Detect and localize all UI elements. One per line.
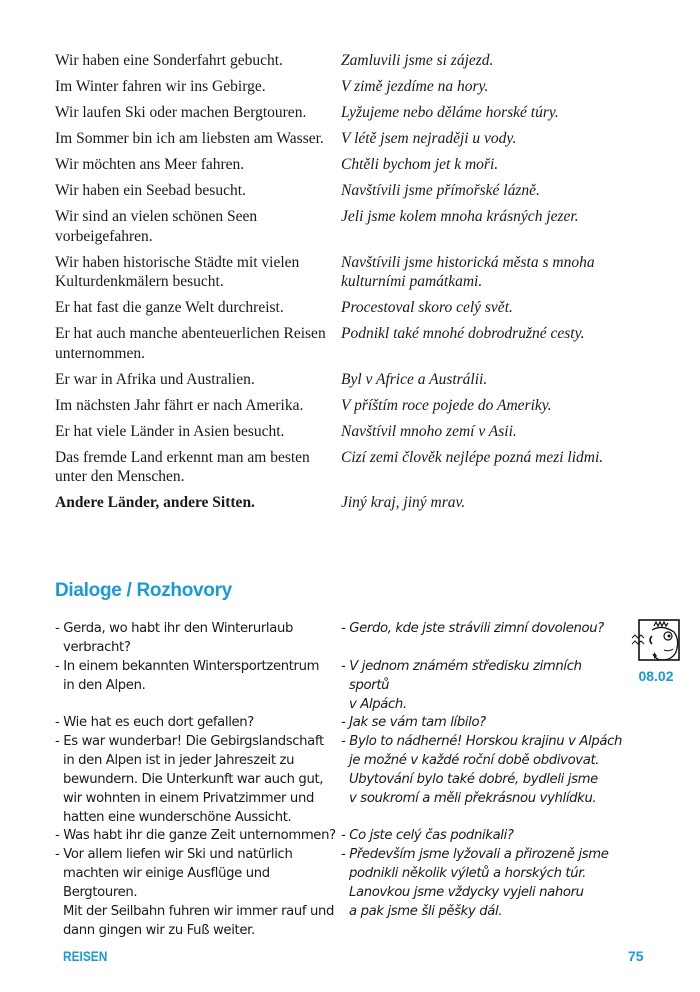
german-dialog-text: - Vor allem liefen wir Ski und natürlich machten wir einige Ausflüge und Bergtouren. Mit der Seilbahn fuhren wir immer rauf und dann gingen wir zu Fuß weiter. [55,846,335,938]
czech-translation: V létě jsem nejraději u vody. [341,130,517,147]
czech-translation: Lyžujeme nebo děláme horské túry. [341,104,559,121]
dialog-line [55,845,625,940]
czech-translation: Navštívili jsme přímořské lázně. [341,182,540,199]
phrase-row [55,155,645,175]
czech-dialog-text: - V jednom známém středisku zimních sportů v Alpách. [341,658,582,712]
german-phrase: Im Winter fahren wir ins Gebirge. [55,78,266,95]
phrase-row [55,103,645,123]
czech-translation: Byl v Africe a Austrálii. [341,370,488,388]
german-dialog-text: - Gerda, wo habt ihr den Winterurlaub verbracht? [55,621,293,655]
phrase-row [55,129,645,149]
footer-section-title: REISEN [63,948,108,964]
czech-translation: Navštívili jsme historická města s mnoha kulturními památkami. [341,253,595,290]
phrase-row [55,207,645,246]
phrase-list [55,51,645,519]
czech-translation: Zamluvili jsme si zájezd. [341,52,494,69]
german-phrase: Er hat auch manche abenteuerlichen Reisen unternommen. [55,325,326,362]
page-number: 75 [628,948,644,964]
czech-dialog-text: - Především jsme lyžovali a přirozeně jsme podnikli několik výletů a horských túr. Lanovkou jsme vždycky vyjeli nahoru a pak jsme šli pěšky dál. [341,846,609,919]
dialog-heading: Dialoge / Rozhovory [55,580,232,601]
german-phrase: Wir haben eine Sonderfahrt gebucht. [55,52,283,69]
czech-dialog-text: - Bylo to nádherné! Horskou krajinu v Alpách je možné v každé roční době obdivovat. Ubytování bylo také dobré, bydleli jsme v soukromí a měli překrásnou vyhlídku. [341,733,623,806]
german-phrase: Er hat viele Länder in Asien besucht. [55,422,285,440]
dialog-line [55,713,625,732]
dialog-line [55,657,625,714]
czech-translation: V příštím roce pojede do Ameriky. [341,396,552,414]
dialog-line [55,826,625,845]
dialog-line [55,619,625,657]
german-phrase: Wir haben historische Städte mit vielen Kulturdenkmälern besucht. [55,253,300,290]
czech-translation: Jeli jsme kolem mnoha krásných jezer. [341,208,579,225]
german-phrase: Wir haben ein Seebad besucht. [55,182,246,199]
czech-translation: V zimě jezdíme na hory. [341,78,489,95]
german-phrase: Er hat fast die ganze Welt durchreist. [55,299,284,316]
audio-track-marker[interactable] [628,618,684,684]
german-dialog-text: - Was habt ihr die ganze Zeit unternommen? [55,828,336,843]
track-number: 08.02 [638,668,674,684]
czech-dialog-text: - Gerdo, kde jste strávili zimní dovolenou? [341,621,604,636]
dialog-line [55,732,625,827]
czech-translation: Podnikl také mnohé dobrodružné cesty. [341,325,585,342]
dialog-list [55,619,625,939]
czech-translation: Jiný kraj, jiný mrav. [341,494,466,511]
phrase-row [55,77,645,97]
german-phrase: Im Sommer bin ich am liebsten am Wasser. [55,130,324,147]
phrase-row [55,51,645,71]
listening-face-icon [630,618,682,666]
czech-dialog-text: - Co jste celý čas podnikali? [341,828,514,843]
german-phrase: Wir laufen Ski oder machen Bergtouren. [55,104,307,121]
phrase-row [55,370,645,390]
phrase-row [55,422,645,442]
phrase-row [55,181,645,201]
phrase-row [55,493,645,513]
german-dialog-text: - In einem bekannten Wintersportzentrum in den Alpen. [55,658,320,693]
german-phrase: Das fremde Land erkennt man am besten unter den Menschen. [55,448,310,485]
phrase-row [55,324,645,363]
czech-translation: Cizí zemi člověk nejlépe pozná mezi lidmi. [341,448,604,466]
phrase-row [55,298,645,318]
german-phrase: Im nächsten Jahr fährt er nach Amerika. [55,396,304,414]
czech-dialog-text: - Jak se vám tam líbilo? [341,715,486,730]
czech-translation: Chtěli bychom jet k moři. [341,156,499,173]
german-phrase: Wir möchten ans Meer fahren. [55,156,245,173]
phrase-row [55,396,645,416]
czech-translation: Procestoval skoro celý svět. [341,299,513,316]
czech-translation: Navštívil mnoho zemí v Asii. [341,422,517,440]
german-phrase: Er war in Afrika und Australien. [55,370,255,388]
phrase-row [55,253,645,292]
german-dialog-text: - Es war wunderbar! Die Gebirgslandschaft in den Alpen ist in jeder Jahreszeit zu bewundern. Die Unterkunft war auch gut, wir wohnten in einem Privatzimmer und hatten eine wunderschöne Aussicht. [55,733,324,825]
german-phrase: Wir sind an vielen schönen Seen vorbeigefahren. [55,208,258,245]
phrase-row [55,448,645,487]
german-phrase: Andere Länder, andere Sitten. [55,494,255,511]
german-dialog-text: - Wie hat es euch dort gefallen? [55,715,254,730]
